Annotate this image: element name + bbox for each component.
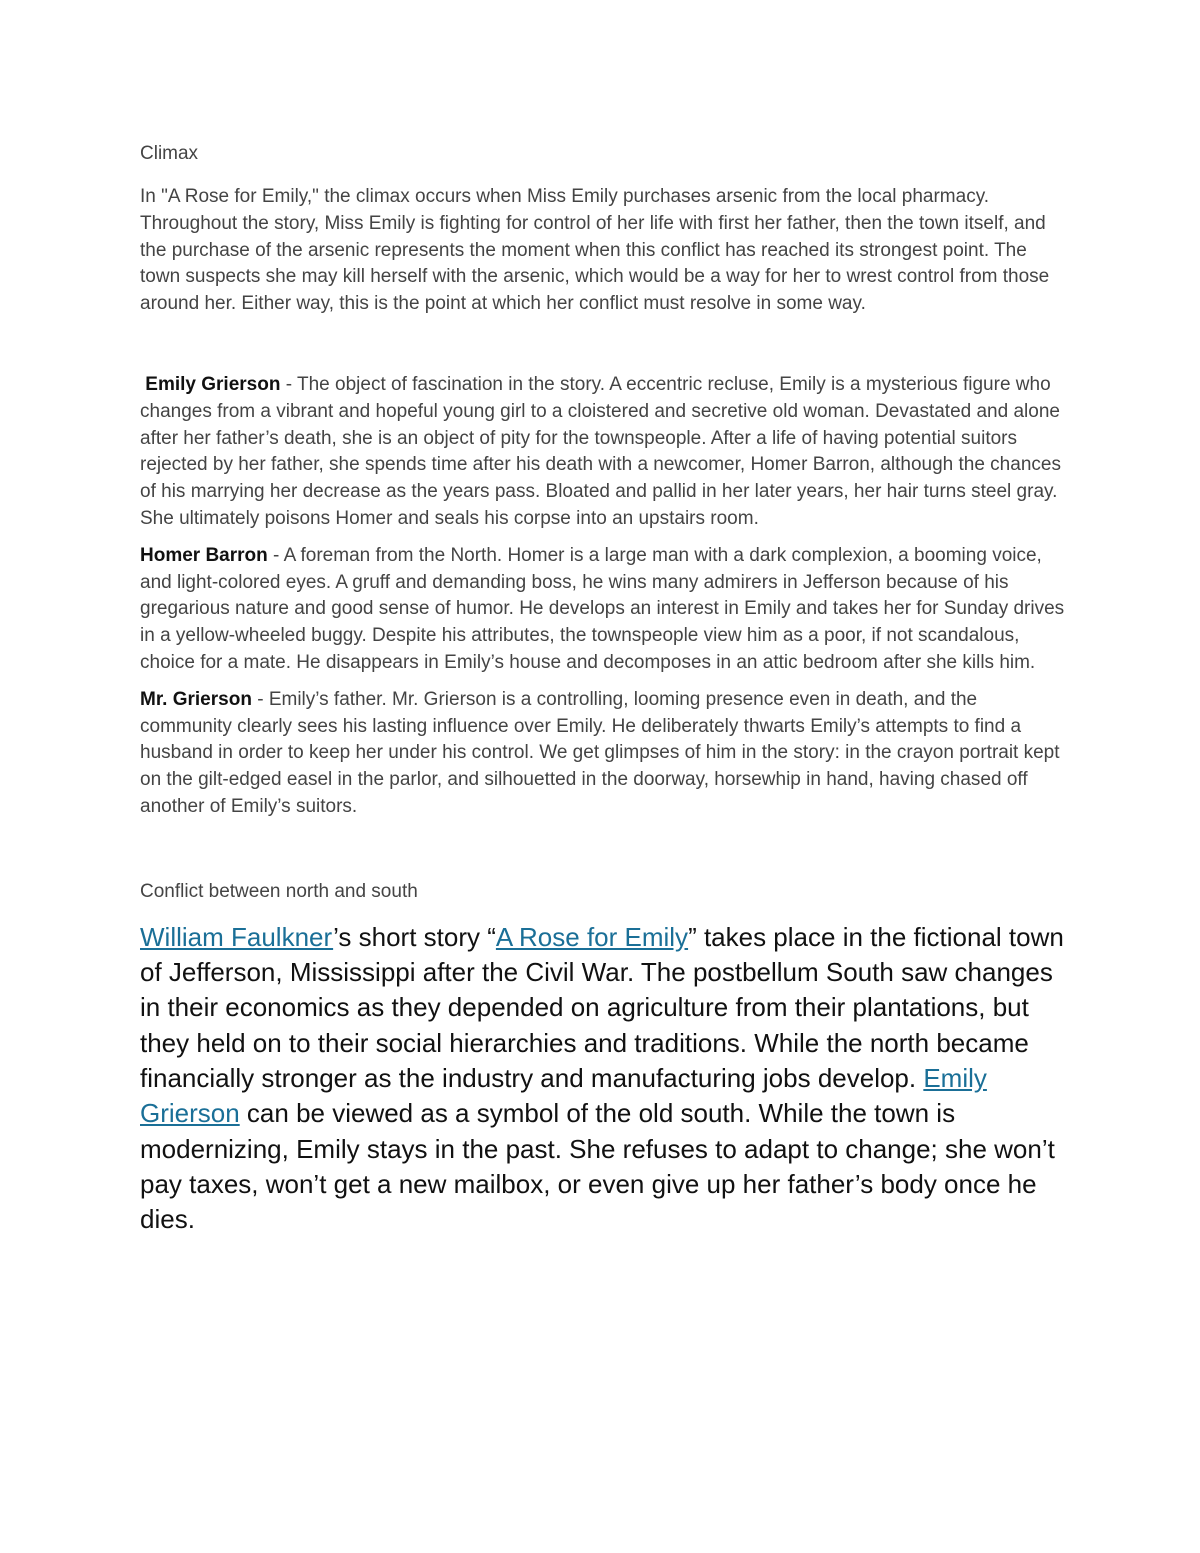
emily-grierson-link[interactable]: Emily Grierson — [140, 1062, 987, 1129]
character-homer-barron — [140, 543, 1065, 677]
character-separator: - — [267, 544, 284, 566]
conflict-text-2: ” takes place in the fictional town of Jefferson, Mississippi after the Civil War. The postbellum South saw changes in their economics as they depended on agriculture from their plantations, but they held on to their social hierarchies and traditions. While the north became financially stronger as the industry and manufacturing jobs develop. — [140, 921, 1064, 1093]
character-emily-grierson — [140, 372, 1065, 533]
conflict-paragraph — [140, 920, 1065, 1238]
climax-paragraph: In "A Rose for Emily," the climax occurs when Miss Emily purchases arsenic from the local pharmacy. Throughout the story, Miss Emily is fighting for control of her life with first her father, then the town itself, and the purchase of the arsenic represents the moment when this conflict has reached its strongest point. The town suspects she may kill herself with the arsenic, which would be a way for her to wrest control from those around her. Either way, this is the point at which her conflict must resolve in some way. — [140, 186, 1050, 315]
a-rose-for-emily-link[interactable]: A Rose for Emily — [495, 921, 689, 952]
character-separator: - — [280, 373, 297, 395]
character-name: Mr. Grierson — [140, 688, 252, 710]
climax-heading: Climax — [140, 143, 199, 164]
character-description: A foreman from the North. Homer is a large man with a dark complexion, a booming voice, and light-colored eyes. A gruff and demanding boss, he wins many admirers in Jefferson because of his gregarious nature and good sense of humor. He develops an interest in Emily and takes her for Sunday drives in a yellow-wheeled buggy. Despite his attributes, the townspeople view him as a poor, if not scandalous, choice for a mate. He disappears in Emily’s house and decomposes in an attic bedroom after she kills him. — [140, 544, 1065, 673]
conflict-text-3: can be viewed as a symbol of the old south. While the town is modernizing, Emily stays in the past. She refuses to adapt to change; she won’t pay taxes, won’t get a new mailbox, or even give up her father’s body once he dies. — [140, 1098, 1055, 1235]
character-name: Emily Grierson — [145, 373, 281, 395]
character-mr-grierson — [140, 687, 1065, 821]
conflict-text-1: ’s short story “ — [333, 921, 496, 952]
character-description: The object of fascination in the story. A eccentric recluse, Emily is a mysterious figure who changes from a vibrant and hopeful young girl to a cloistered and secretive old woman. Devastated and alone after her father’s death, she is an object of pity for the townspeople. After a life of having potential suitors rejected by her father, she spends time after his death with a newcomer, Homer Barron, although the chances of his marrying her decrease as the years pass. Bloated and pallid in her later years, her hair turns steel gray. She ultimately poisons Homer and seals his corpse into an upstairs room. — [140, 373, 1061, 529]
document-body — [140, 140, 1065, 1237]
william-faulkner-link[interactable]: William Faulkner — [140, 921, 334, 952]
character-name: Homer Barron — [140, 544, 268, 566]
character-description: Emily’s father. Mr. Grierson is a controlling, looming presence even in death, and the community clearly sees his lasting influence over Emily. He deliberately thwarts Emily’s attempts to find a husband in order to keep her under his control. We get glimpses of him in the story: in the crayon portrait kept on the gilt-edged easel in the parlor, and silhouetted in the doorway, horsewhip in hand, having chased off another of Emily’s suitors. — [140, 688, 1060, 817]
character-separator: - — [251, 688, 269, 710]
conflict-heading: Conflict between north and south — [140, 880, 418, 902]
